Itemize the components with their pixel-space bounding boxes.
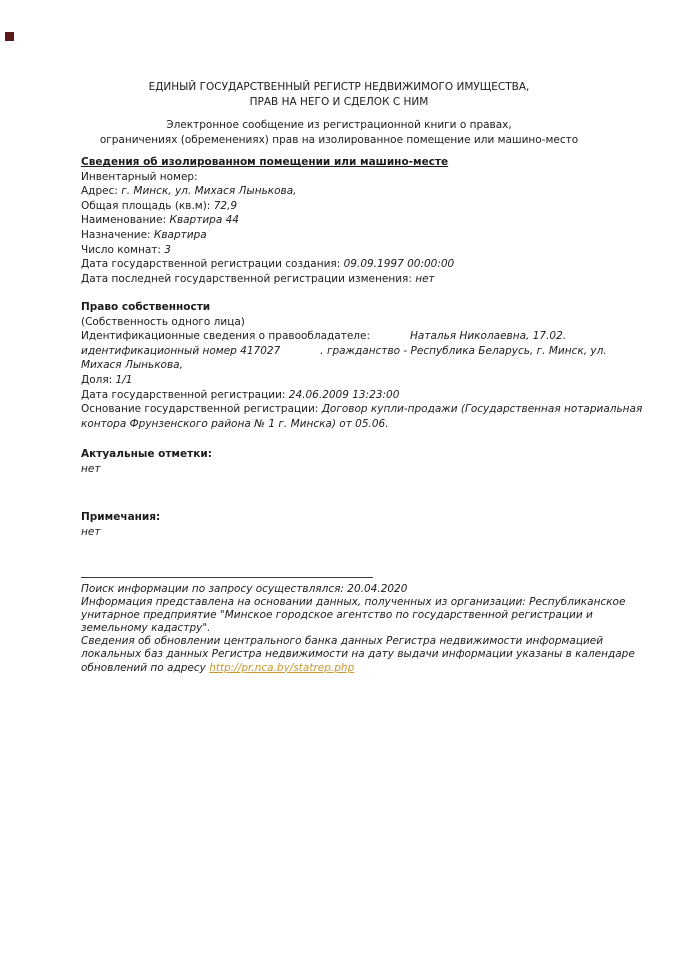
holder-name: Наталья Николаевна, 17.02. bbox=[410, 330, 567, 343]
footer-section bbox=[81, 577, 635, 675]
title-line-1: ЕДИНЫЙ ГОСУДАРСТВЕННЫЙ РЕГИСТР НЕДВИЖИМОГО ИМУЩЕСТВА, bbox=[148, 81, 530, 93]
footer-separator-line bbox=[81, 577, 373, 578]
field-label: Дата последней государственной регистрации изменения: bbox=[81, 272, 412, 285]
footer-update-line-2: локальных баз данных Регистра недвижимости на дату выдачи информации указаны в календаре bbox=[81, 648, 635, 661]
field-purpose bbox=[81, 228, 454, 243]
field-share bbox=[81, 373, 642, 388]
field-label: Адрес: bbox=[81, 185, 118, 198]
document-subtitle bbox=[9, 118, 669, 147]
field-reg-basis-line-2: контора Фрунзенского района № 1 г. Минска) от 05.06. bbox=[81, 417, 389, 430]
field-room-count bbox=[81, 243, 454, 258]
field-value: 24.06.2009 13:23:00 bbox=[288, 388, 400, 401]
holder-citizenship: . гражданство - Республика Беларусь, г. Минск, ул. bbox=[320, 344, 607, 357]
field-label: Основание государственной регистрации: bbox=[81, 403, 319, 416]
field-value: нет bbox=[415, 272, 435, 285]
notes-value: нет bbox=[81, 525, 101, 538]
footer-org-line-3: земельному кадастру". bbox=[81, 622, 211, 635]
object-info-section bbox=[81, 155, 454, 286]
marks-value: нет bbox=[81, 462, 101, 475]
subtitle-line-2: ограничениях (обременениях) прав на изолированное помещение или машино-место bbox=[99, 133, 579, 146]
ownership-section-heading: Право собственности bbox=[81, 301, 211, 313]
field-name bbox=[81, 213, 454, 228]
field-label: Инвентарный номер: bbox=[81, 170, 198, 183]
field-label: Наименование: bbox=[81, 214, 167, 227]
statrep-link[interactable]: http://pr.nca.by/statrep.php bbox=[209, 661, 355, 674]
holder-label: Идентификационные сведения о правообладателе: bbox=[81, 330, 371, 343]
notes-section bbox=[81, 510, 160, 539]
footer-text bbox=[81, 583, 635, 675]
subtitle-line-1: Электронное сообщение из регистрационной книги о правах, bbox=[166, 119, 512, 131]
field-label: Дата государственной регистрации создания: bbox=[81, 258, 341, 271]
notes-section-heading: Примечания: bbox=[81, 511, 161, 523]
field-reg-date bbox=[81, 388, 642, 403]
footer-search-line: Поиск информации по запросу осуществлялся: 20.04.2020 bbox=[81, 583, 408, 595]
footer-update-line-1: Сведения об обновлении центрального банка данных Регистра недвижимости информацией bbox=[81, 635, 604, 648]
holder-identity-line-1 bbox=[81, 329, 642, 344]
field-value: Квартира 44 bbox=[169, 214, 239, 227]
footer-org-line-1: Информация представлена на основании данных, полученных из организации: Республиканское bbox=[81, 596, 626, 609]
field-reg-basis-line-1 bbox=[81, 402, 642, 417]
holder-identity-line-2 bbox=[81, 344, 642, 359]
ownership-section bbox=[81, 300, 642, 431]
object-section-heading: Сведения об изолированном помещении или машино-месте bbox=[81, 156, 449, 168]
field-value: 72,9 bbox=[213, 199, 238, 212]
field-label: Доля: bbox=[81, 373, 113, 386]
field-address bbox=[81, 184, 454, 199]
field-value: 09.09.1997 00:00:00 bbox=[343, 258, 455, 271]
actual-marks-section bbox=[81, 447, 212, 476]
field-label: Число комнат: bbox=[81, 243, 161, 256]
footer-org-line-2: унитарное предприятие "Минское городское агентство по государственной регистрации и bbox=[81, 609, 593, 622]
footer-link-prefix: обновлений по адресу bbox=[81, 661, 206, 674]
field-total-area bbox=[81, 199, 454, 214]
document-title bbox=[9, 80, 669, 110]
holder-id-number: идентификационный номер 417027 bbox=[81, 344, 281, 357]
page-corner-marker bbox=[5, 32, 14, 41]
field-label: Дата государственной регистрации: bbox=[81, 388, 286, 401]
field-creation-reg-date bbox=[81, 257, 454, 272]
field-value: Договор купли-продажи (Государственная нотариальная bbox=[321, 403, 643, 416]
footer-link-line bbox=[81, 662, 635, 675]
field-inventory-number bbox=[81, 170, 454, 185]
field-last-change-reg-date bbox=[81, 272, 454, 287]
holder-identity-line-3: Михася Лынькова, bbox=[81, 359, 183, 372]
ownership-type: (Собственность одного лица) bbox=[81, 315, 245, 328]
field-value: 1/1 bbox=[115, 373, 133, 386]
title-line-2: ПРАВ НА НЕГО И СДЕЛОК С НИМ bbox=[249, 96, 429, 108]
field-value: г. Минск, ул. Михася Лынькова, bbox=[121, 185, 297, 198]
field-label: Общая площадь (кв.м): bbox=[81, 199, 211, 212]
field-label: Назначение: bbox=[81, 228, 151, 241]
field-value: 3 bbox=[164, 243, 171, 256]
marks-section-heading: Актуальные отметки: bbox=[81, 448, 212, 460]
field-value: Квартира bbox=[153, 228, 207, 241]
